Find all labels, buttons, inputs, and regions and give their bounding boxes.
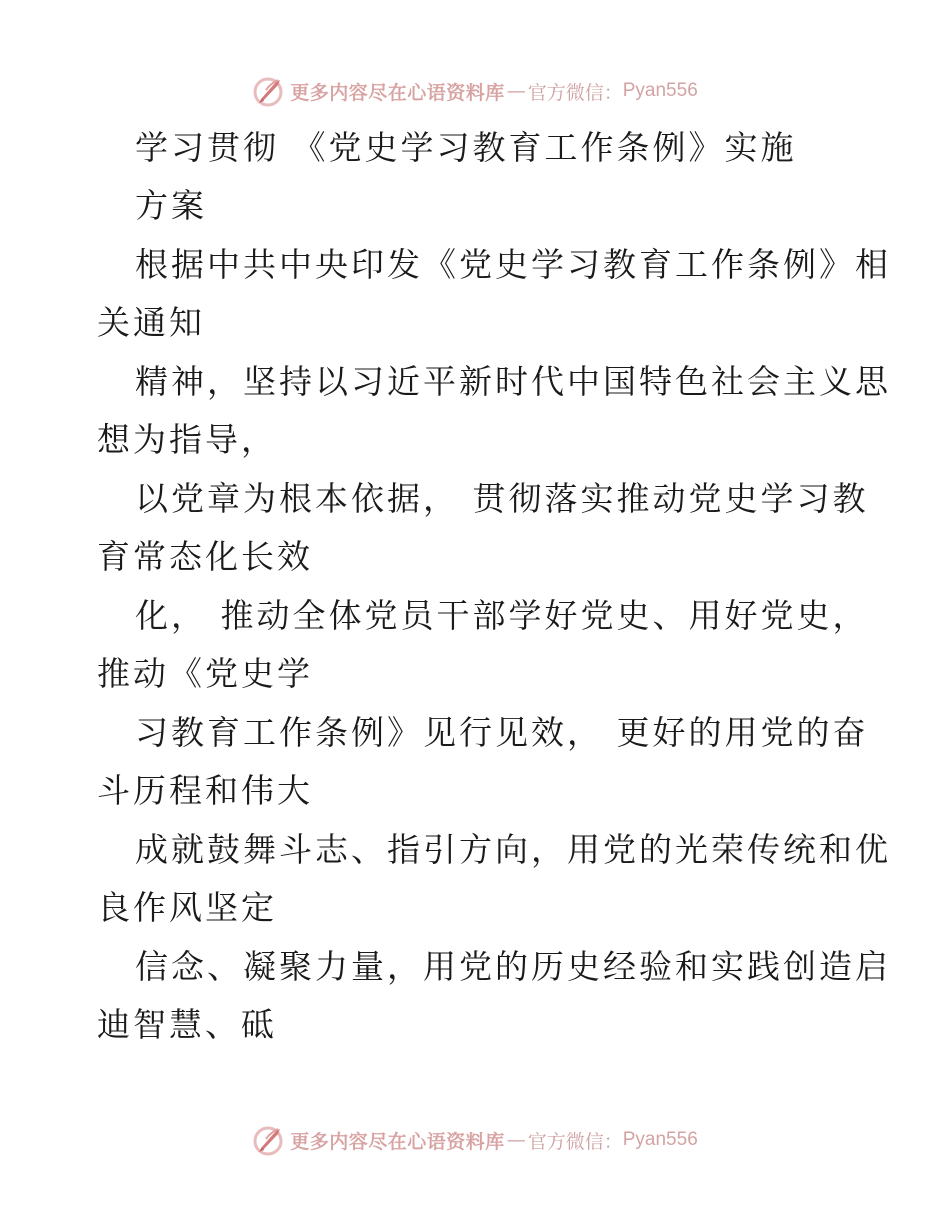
doc-text-line: 推动《党史学 <box>97 654 313 693</box>
doc-text-line: 良作风坚定 <box>97 888 277 927</box>
footer-wechat-label: 官方微信： <box>527 1130 623 1153</box>
doc-title-line-1: 学习贯彻 《党史学习教育工作条例》实施 <box>135 128 797 167</box>
doc-text-line: 迪智慧、砥 <box>97 1005 277 1044</box>
doc-text-line: 成就鼓舞斗志、指引方向，用党的光荣传统和优 <box>135 830 891 869</box>
footer-banner <box>0 1120 950 1160</box>
header-separator: — <box>506 80 526 102</box>
doc-text-line: 以党章为根本依据， 贯彻落实推动党史学习教 <box>135 479 869 518</box>
doc-text-line: 想为指导， <box>97 420 277 459</box>
footer-wechat-id: Pyan556 <box>622 1129 698 1150</box>
doc-text-line: 精神，坚持以习近平新时代中国特色社会主义思 <box>135 362 891 401</box>
doc-text-line: 化， 推动全体党员干部学好党史、用好党史， <box>135 596 869 635</box>
doc-text-line: 信念、凝聚力量，用党的历史经验和实践创造启 <box>135 947 891 986</box>
doc-title-line-2: 方案 <box>135 186 207 225</box>
header-wechat-id: Pyan556 <box>622 80 698 101</box>
quill-pen-logo-icon <box>252 74 286 108</box>
footer-separator: — <box>506 1129 526 1151</box>
doc-text-line: 根据中共中央印发《党史学习教育工作条例》相 <box>135 245 891 284</box>
footer-slogan: 更多内容尽在心语资料库 <box>290 1130 505 1153</box>
quill-pen-logo-icon <box>252 1123 286 1157</box>
doc-text-line: 育常态化长效 <box>97 537 313 576</box>
header-banner <box>0 71 950 111</box>
header-slogan: 更多内容尽在心语资料库 <box>290 81 505 104</box>
doc-text-line: 习教育工作条例》见行见效， 更好的用党的奋 <box>135 713 869 752</box>
header-wechat-label: 官方微信： <box>527 81 623 104</box>
doc-text-line: 斗历程和伟大 <box>97 771 313 810</box>
doc-text-line: 关通知 <box>97 303 205 342</box>
